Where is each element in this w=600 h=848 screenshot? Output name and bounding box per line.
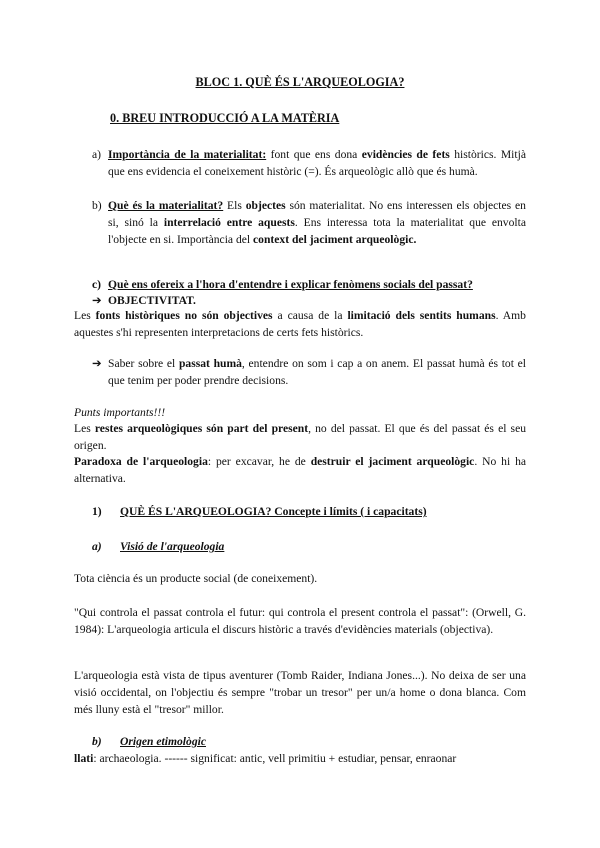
list-label-a: a) [92, 148, 102, 161]
bullet-passat [92, 355, 526, 389]
list-text-a [108, 146, 526, 180]
arrow-icon: ➔ [92, 294, 102, 307]
bold-destruir: destruir el jaciment arqueològic [310, 455, 475, 468]
text-span: , entendre on som i cap a on anem. El passat humà és tot el que tenim per poder prendre decisions. [108, 357, 526, 387]
text-span: a causa de la [272, 309, 348, 322]
subsection-b-heading: Origen etimològic [120, 735, 206, 748]
section-0-heading: 0. BREU INTRODUCCIÓ A LA MATÈRIA [110, 111, 340, 125]
paragraph-llati [74, 750, 526, 767]
bold-llati: llati [74, 752, 94, 765]
section-1-number: 1) [92, 505, 102, 518]
subsection-b-label: b) [92, 735, 102, 748]
text-span: . Amb aquestes s'hi representen interpretacions de certs fets històrics. [74, 309, 526, 339]
paragraph-ciencia: Tota ciència és un producte social (de coneixement). [74, 572, 318, 585]
text-span: Les [74, 309, 96, 322]
bold-limitacio: limitació dels sentits humans [347, 309, 496, 322]
bold-fonts: fonts històriques no són objectives [95, 309, 273, 322]
paragraph-orwell: "Qui controla el passat controla el futur: qui controla el present controla el passat": (Orwell, G. 1984): L'arqueologia articula el discurs històric a través d'evidències materials (objectiva). [74, 606, 526, 636]
bold-restes: restes arqueològiques són part del present [94, 422, 309, 435]
paragraph-fonts [74, 307, 526, 341]
bullet-passat-text [108, 355, 526, 389]
italic-heading: Punts importants!!! [74, 406, 166, 419]
paragraph-paradoxa [74, 453, 526, 487]
list-item-b [92, 197, 526, 248]
text-span: : per excavar, he de [207, 455, 311, 468]
text-span: Els [223, 199, 246, 212]
bold-interrelacio: interrelació entre aquests [163, 216, 295, 229]
text-span: . No hi ha alternativa. [74, 455, 527, 485]
punts-importants-heading [74, 404, 526, 421]
subsection-a-label: a) [92, 540, 102, 553]
arrow-icon: ➔ [92, 357, 102, 370]
bold-evidencies: evidències de fets [361, 148, 450, 161]
term-que-es-materialitat: Què és la materialitat? [108, 199, 224, 212]
text-span: són materialitat. No ens interessen els objectes en si, sinó la [108, 199, 526, 229]
section-1-heading: QUÈ ÉS L'ARQUEOLOGIA? Concepte i límits ( i capacitats) [120, 505, 427, 518]
list-label-b: b) [92, 199, 102, 212]
bold-paradoxa: Paradoxa de l'arqueologia [74, 455, 208, 468]
list-text-c [108, 276, 526, 293]
list-item-a [92, 146, 526, 180]
paragraph-aventurer: L'arqueologia està vista de tipus aventurer (Tomb Raider, Indiana Jones...). No deixa de ser una visió occidental, on l'objectiu és sempre "trobar un tresor" per un/a home o dona blanca. Com més lluny està el "tresor" millor. [74, 669, 526, 716]
text-span: històrics. Mitjà que ens evidencia el coneixement històric (=). És arqueològic allò que és humà. [108, 148, 526, 178]
text-span: Les [74, 422, 95, 435]
term-materialitat: Importància de la materialitat: [108, 148, 267, 161]
text-span: font que ens dona [266, 148, 362, 161]
question-c: Què ens ofereix a l'hora d'entendre i explicar fenòmens socials del passat? [108, 278, 473, 291]
list-label-c: c) [92, 278, 102, 291]
text-span: , no del passat. El que és del passat és el seu origen. [74, 422, 527, 452]
document-title: BLOC 1. QUÈ ÉS L'ARQUEOLOGIA? [195, 75, 405, 89]
list-text-b [108, 197, 526, 248]
subsection-a-heading: Visió de l'arqueologia [120, 540, 225, 553]
text-span: Saber sobre el [108, 357, 179, 370]
bold-passat-huma: passat humà [178, 357, 242, 370]
text-span: . Ens interessa tota la materialitat que envolta l'objecte en si. Importància del [108, 216, 526, 246]
bold-context: context del jaciment arqueològic. [253, 233, 417, 246]
bold-objectes: objectes [245, 199, 286, 212]
paragraph-restes [74, 420, 526, 454]
bold-objectivitat: OBJECTIVITAT. [108, 294, 196, 307]
list-item-c [92, 276, 526, 293]
text-span: : archaeologia. ------ significat: antic, vell primitiu + estudiar, pensar, enraonar [93, 752, 457, 765]
